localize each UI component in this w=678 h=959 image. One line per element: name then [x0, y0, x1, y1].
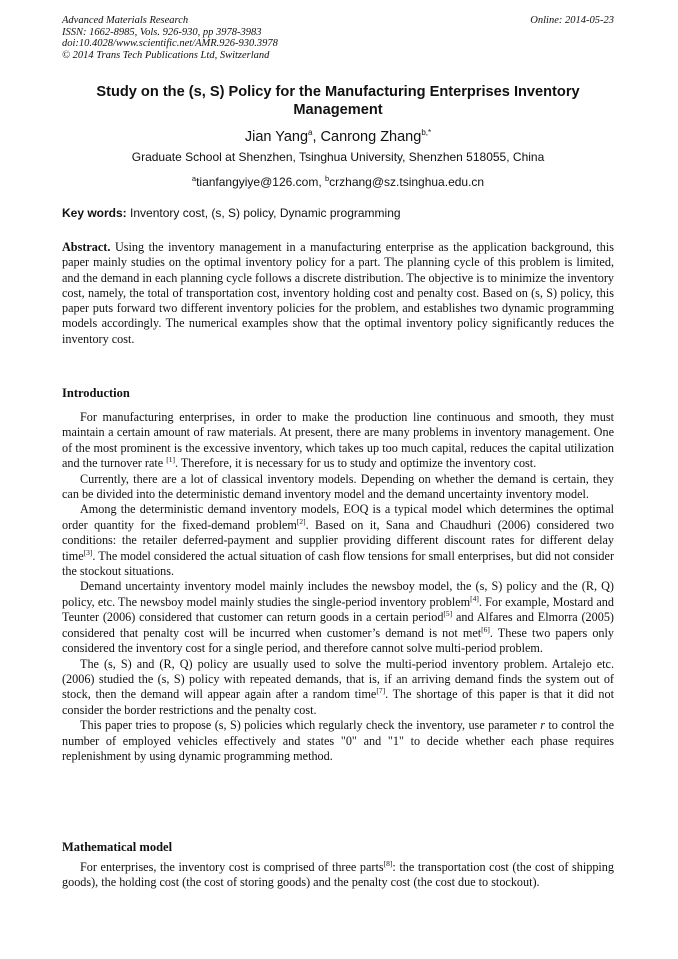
author-name: Canrong Zhang — [320, 128, 422, 145]
email-mark: a — [191, 174, 197, 183]
citation-ref: [7] — [376, 686, 386, 696]
paragraph-text: . Based on it, Sana and Chaudhuri (2006) considered two conditions: the retailer deferred-payment and supplier providing different discount rates for different delay time — [62, 517, 614, 563]
email-separator: , — [318, 175, 325, 189]
section-title-mathematical-model: Mathematical model — [62, 840, 173, 854]
email-address: tianfangyiye@126.com — [196, 175, 319, 189]
paper-title: Study on the (s, S) Policy for the Manufacturing Enterprises Inventory Management — [96, 84, 580, 118]
paragraph-text: . For example, Mostard and Teunter (2006) considered that customer can return goods in a certain period — [62, 594, 614, 625]
paragraph — [62, 718, 614, 764]
paragraph-text: . The model considered the actual situation of cash flow tensions for small enterprises, but did not consider the stockout situations. — [62, 548, 614, 579]
email-address: crzhang@sz.tsinghua.edu.cn — [329, 175, 485, 189]
paragraph-text: Among the deterministic demand inventory models, EOQ is a typical model which determines the optimal order quantity for the fixed-demand problem — [62, 502, 614, 532]
citation-ref: [5] — [443, 609, 453, 619]
email-mark: b — [324, 174, 330, 183]
author-list — [62, 124, 614, 146]
journal-header — [62, 15, 614, 61]
citation-ref: [6] — [481, 624, 490, 634]
paragraph: Currently, there are a lot of classical inventory models. Depending on whether the demand is certain, they can be divided into the deterministic demand inventory model and the demand uncertainty inventory model. — [62, 471, 614, 502]
citation-ref: [2] — [296, 516, 306, 526]
paragraph — [62, 860, 614, 891]
paragraph — [62, 502, 614, 579]
journal-issn: ISSN: 1662-8985, Vols. 926-930, pp 3978-3983 — [62, 26, 262, 38]
author-separator: , — [312, 128, 321, 145]
journal-doi: doi:10.4028/www.scientific.net/AMR.926-930.3978 — [62, 38, 278, 49]
abstract-text: Using the inventory management in a manufacturing enterprise as the application background, this paper mainly studies on the optimal inventory policy for a part. The planning cycle of this problem is limited, and the demand in each planning cycle follows a discrete distribution. The objective is to minimize the inventory cost, namely, the total of transportation cost, inventory holding cost and penalty cost. Based on (s, S) policy, this paper puts forward two different inventory policies for the problem, and establishes two dynamic programming models accordingly. The numerical examples show that the optimal inventory policy significantly reduces the inventory cost. — [62, 240, 614, 346]
citation-ref: [4] — [470, 593, 479, 603]
paragraph — [62, 579, 614, 656]
math-variable: r — [540, 718, 545, 733]
citation-ref: [8] — [383, 858, 393, 868]
abstract-label: Abstract. — [62, 240, 111, 254]
abstract — [62, 240, 614, 347]
journal-name: Advanced Materials Research — [62, 15, 189, 26]
author-affiliation-mark: b,* — [421, 128, 432, 137]
keywords — [62, 206, 614, 221]
paragraph — [62, 657, 614, 719]
paragraph-text: . The shortage of this paper is that it did not consider the border restrictions and the penalty cost. — [62, 687, 614, 717]
paragraph-text: Demand uncertainty inventory model mainly includes the newsboy model, the (s, S) policy and the (R, Q) policy, etc. The newsboy model mainly studies the single-period inventory problem — [62, 579, 614, 609]
keywords-text: Inventory cost, (s, S) policy, Dynamic programming — [126, 206, 401, 220]
online-date: Online: 2014-05-23 — [530, 15, 614, 26]
author-emails — [62, 171, 614, 190]
introduction-body — [62, 410, 614, 764]
paragraph-text: The (s, S) and (R, Q) policy are usually used to solve the multi-period inventory problem. Artalejo etc. (2006) studied the (s, S) policy with repeated demands, that is, if an arriving demand finds the system out of stock, then the demand will appear again after a random time — [62, 656, 614, 702]
citation-ref: [1] — [166, 455, 175, 465]
citation-ref: [3] — [83, 547, 93, 557]
paragraph-text: For enterprises, the inventory cost is comprised of three parts — [80, 860, 384, 874]
paragraph-text: For manufacturing enterprises, in order to make the production line continuous and smooth, they must maintain a certain amount of raw materials. At present, there are many problems in inventory management. One of the most prominent is the excessive inventory, which takes up too much capital, reduces the capital utilization and the turnover rate — [62, 410, 614, 471]
journal-copyright: © 2014 Trans Tech Publications Ltd, Switzerland — [62, 49, 270, 61]
paragraph-text: This paper tries to propose (s, S) policies which regularly check the inventory, use parameter — [80, 718, 541, 733]
paragraph-text: to control the number of employed vehicles effectively and states "0" and "1" to decide whether each phase requires replenishment by using dynamic programming method. — [62, 718, 614, 763]
section-title-introduction: Introduction — [62, 386, 130, 400]
affiliation: Graduate School at Shenzhen, Tsinghua University, Shenzhen 518055, China — [131, 150, 545, 164]
keywords-label: Key words: — [62, 206, 127, 220]
paragraph-text: and Alfares and Elmorra (2005) considered that penalty cost will be incurred when customer’s demand is not met — [62, 610, 614, 640]
paragraph-text: : the transportation cost (the cost of shipping goods), the holding cost (the cost of storing goods) and the penalty cost (the cost due to stockout). — [62, 860, 614, 890]
mathematical-model-body — [62, 860, 614, 891]
paragraph-text: . These two papers only considered the inventory cost for a single period, and therefore cannot solve multi-period problem. — [62, 625, 614, 656]
paragraph-text: . Therefore, it is necessary for us to study and optimize the inventory cost. — [174, 456, 537, 471]
author-name: Jian Yang — [244, 128, 309, 145]
author-affiliation-mark: a — [308, 128, 313, 137]
paragraph — [62, 410, 614, 472]
